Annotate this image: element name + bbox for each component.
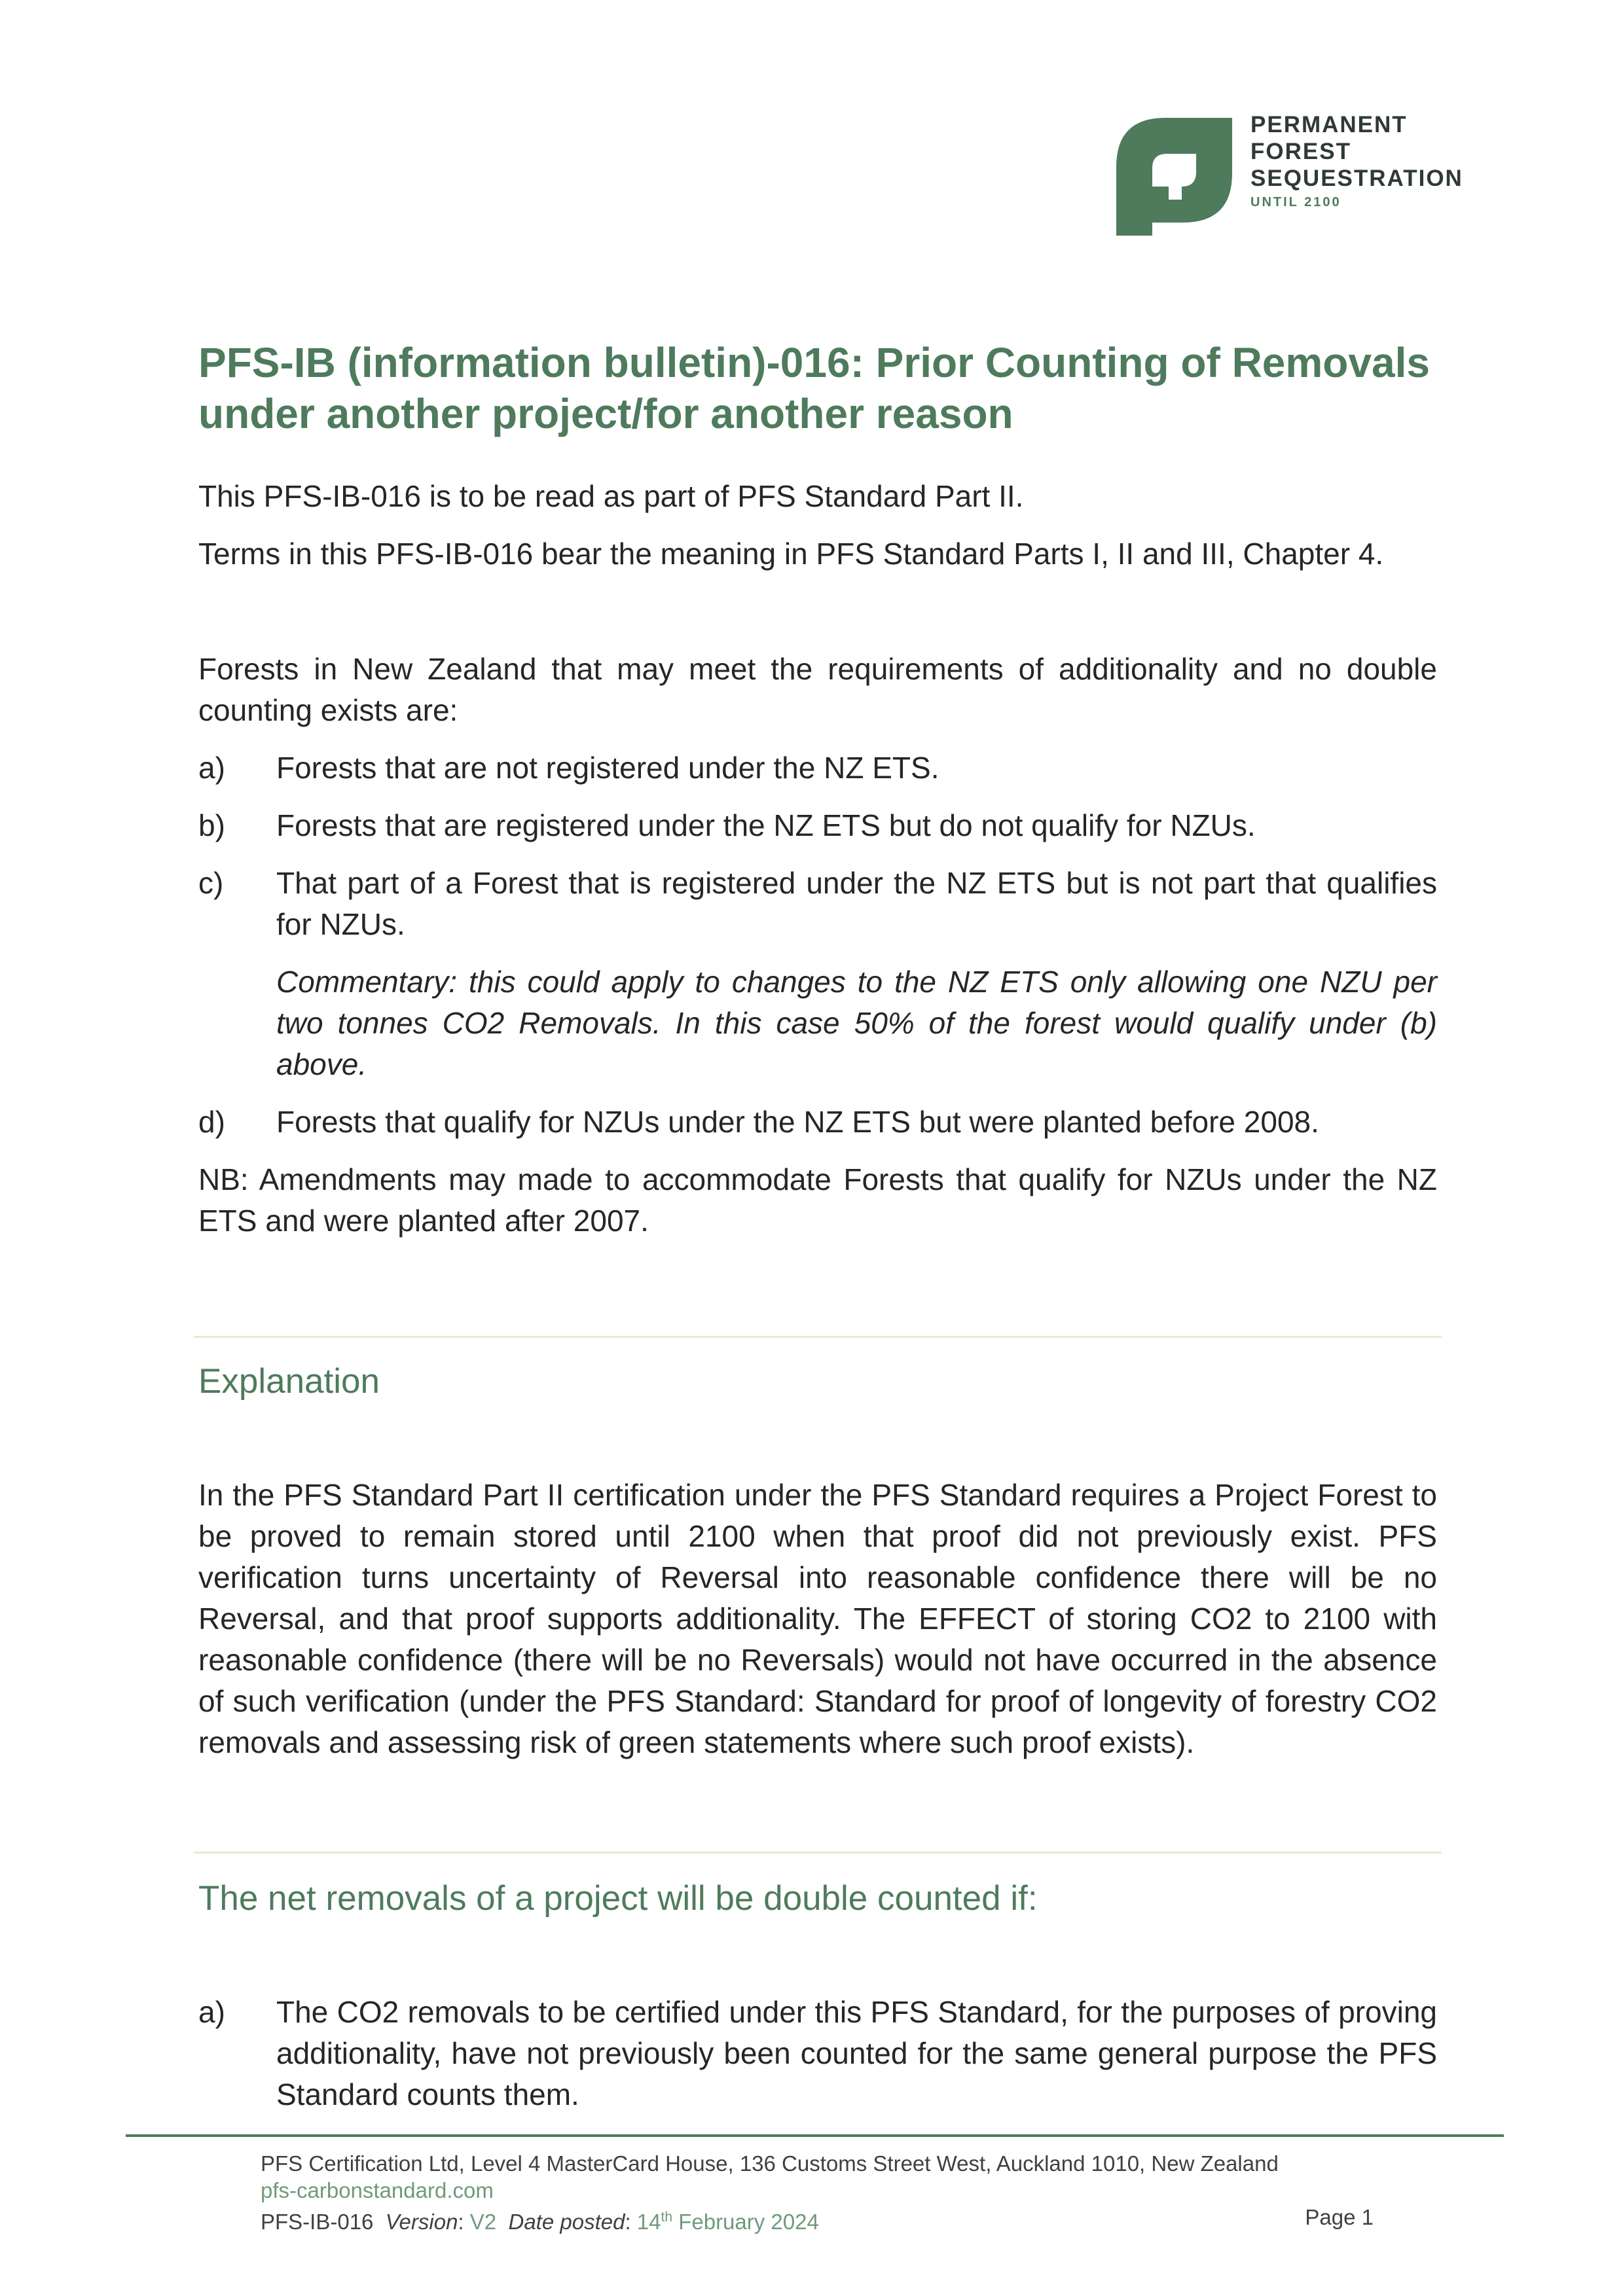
list-marker: a) xyxy=(198,1995,225,2029)
logo-text-line-3: SEQUESTRATION xyxy=(1250,166,1463,191)
section-divider xyxy=(194,1852,1442,1854)
list-marker: d) xyxy=(198,1105,225,1139)
list-item xyxy=(198,747,1437,789)
footer-date-day: 14 xyxy=(636,2210,661,2234)
footer-version-label: Version xyxy=(385,2210,458,2234)
list-item-text: Forests that are not registered under the NZ ETS. xyxy=(276,751,939,785)
explanation-paragraph: In the PFS Standard Part II certification under the PFS Standard requires a Project Forest to be proved to remain stored until 2100 when that proof did not previously exist. PFS verification turns uncertainty of Reversal into reasonable confidence there will be no Reversal, and that proof supports additionality. The EFFECT of storing CO2 to 2100 with reasonable confidence (there will be no Reversals) would not have occurred in the absence of such verification (under the PFS Standard: Standard for proof of longevity of forestry CO2 removals and assessing risk of green statements where such proof exists). xyxy=(198,1478,1437,1759)
footer-doc-info: PFS-IB-016 Version: V2 Date posted: 14th February 2024 xyxy=(261,2210,819,2234)
logo-text-line-2: FOREST xyxy=(1250,139,1351,164)
explanation-section xyxy=(198,1475,1437,1763)
list-item xyxy=(198,863,1437,945)
pfs-logo xyxy=(1113,111,1480,255)
page-number: Page 1 xyxy=(1305,2205,1374,2229)
intro-paragraph-1: This PFS-IB-016 is to be read as part of PFS Standard Part II. xyxy=(198,479,1024,513)
nb-note: NB: Amendments may made to accommodate Forests that qualify for NZUs under the NZ ETS and were planted after 2007. xyxy=(198,1162,1437,1238)
list-marker: a) xyxy=(198,751,225,785)
double-counted-heading: The net removals of a project will be double counted if: xyxy=(198,1879,1038,1918)
footer-version-value: V2 xyxy=(469,2210,497,2234)
list-marker: b) xyxy=(198,808,225,842)
list-item-text: The CO2 removals to be certified under this PFS Standard, for the purposes of proving additionality, have not previously been counted for the same general purpose the PFS Standard counts them. xyxy=(276,1995,1437,2111)
footer-doc-id: PFS-IB-016 xyxy=(261,2210,374,2234)
main-content xyxy=(198,337,1437,1242)
footer-date-suffix: th xyxy=(661,2210,673,2225)
commentary-note: Commentary: this could apply to changes to the NZ ETS only allowing one NZU per two tonnes CO2 Removals. In this case 50% of the forest would qualify under (b) above. xyxy=(276,965,1437,1081)
footer-divider xyxy=(126,2134,1504,2137)
list-item xyxy=(198,1102,1437,1143)
explanation-heading: Explanation xyxy=(198,1362,380,1401)
logo-tagline: UNTIL 2100 xyxy=(1250,195,1341,209)
page-footer xyxy=(261,2150,1374,2235)
forests-intro: Forests in New Zealand that may meet the requirements of additionality and no double counting exists are: xyxy=(198,652,1437,727)
list-item-text: That part of a Forest that is registered under the NZ ETS but is not part that qualifies for NZUs. xyxy=(276,866,1437,941)
list-item-text: Forests that qualify for NZUs under the NZ ETS but were planted before 2008. xyxy=(276,1105,1319,1139)
list-item-text: Forests that are registered under the NZ ETS but do not qualify for NZUs. xyxy=(276,808,1256,842)
section-divider xyxy=(194,1336,1442,1338)
footer-address: PFS Certification Ltd, Level 4 MasterCard House, 136 Customs Street West, Auckland 1010, New Zealand xyxy=(261,2151,1279,2176)
footer-website-link[interactable]: pfs-carbonstandard.com xyxy=(261,2178,494,2202)
list-item xyxy=(198,1992,1437,2115)
pfs-logo-mark-icon xyxy=(1113,111,1237,249)
double-counted-section xyxy=(198,1992,1437,2115)
footer-date-rest: February 2024 xyxy=(678,2210,819,2234)
footer-date-label: Date posted xyxy=(508,2210,625,2234)
list-marker: c) xyxy=(198,866,224,900)
logo-text-line-1: PERMANENT xyxy=(1250,112,1408,137)
list-item xyxy=(198,805,1437,846)
document-title: PFS-IB (information bulletin)-016: Prior Counting of Removals under another project/for another reason xyxy=(198,339,1430,437)
intro-paragraph-2: Terms in this PFS-IB-016 bear the meaning in PFS Standard Parts I, II and III, Chapter 4. xyxy=(198,537,1384,571)
